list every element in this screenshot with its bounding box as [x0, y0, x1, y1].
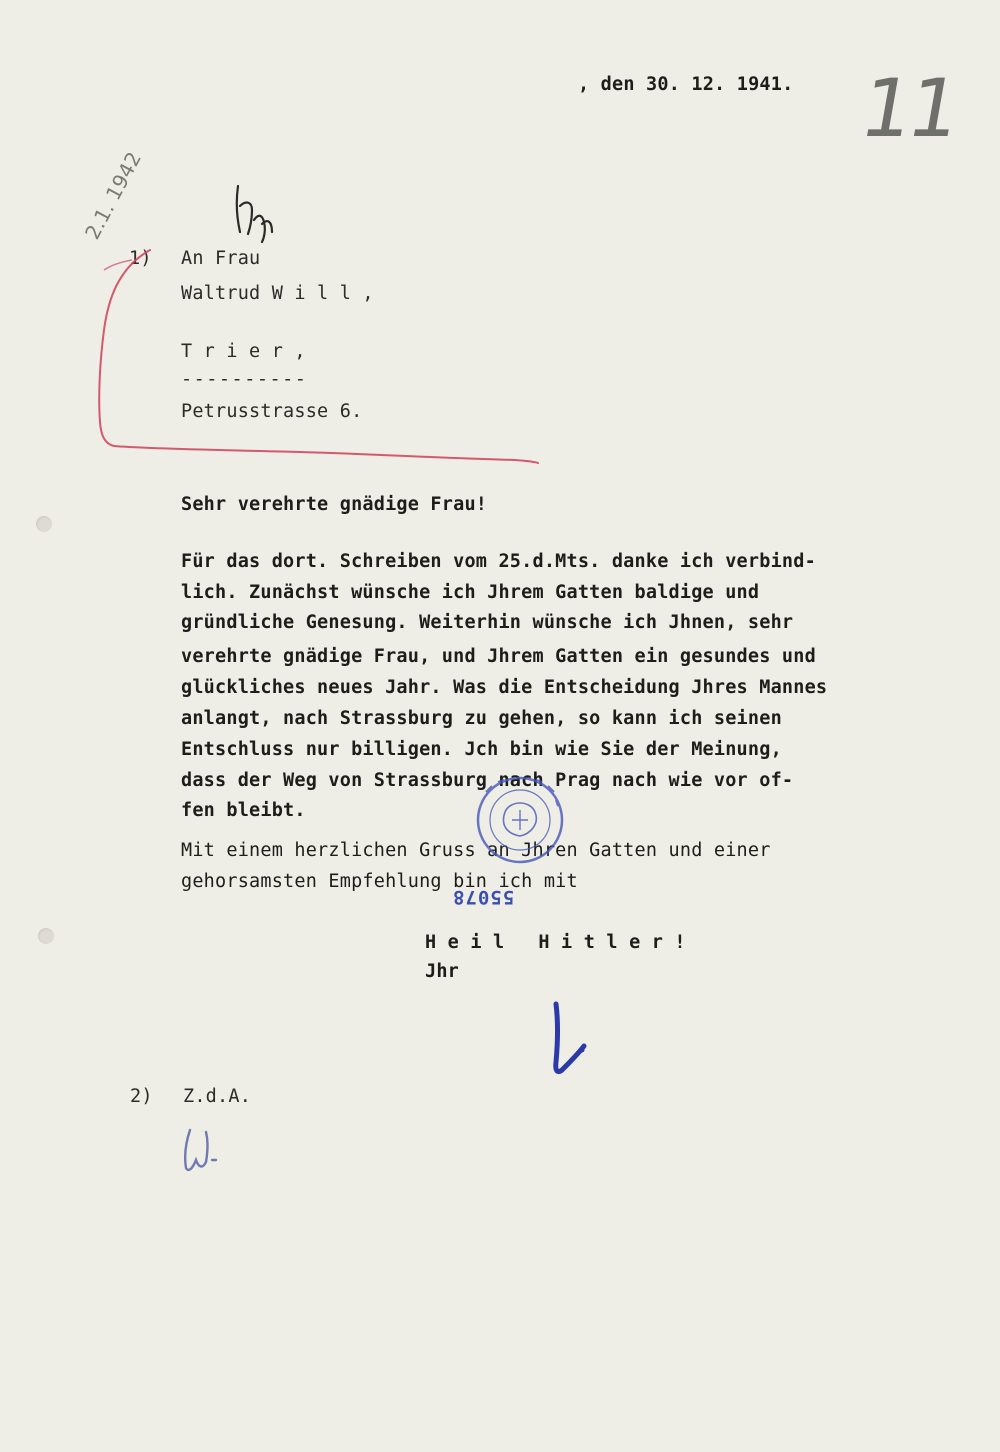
recipient-name: Waltrud W i l l , — [181, 283, 374, 304]
recipient-salutation: An Frau — [181, 248, 261, 269]
closing-line: gehorsamsten Empfehlung bin ich mit — [181, 871, 578, 892]
letter-greeting: Sehr verehrte gnädige Frau! — [181, 494, 488, 515]
recipient-item-number: 1) — [129, 248, 152, 269]
recipient-city-underline: ---------- — [181, 369, 308, 390]
red-pencil-bracket — [99, 250, 538, 463]
body-line: lich. Zunächst wünsche ich Jhrem Gatten baldige und — [181, 582, 760, 603]
body-line: fen bleibt. — [181, 800, 306, 821]
page-number: 11 — [853, 62, 964, 155]
initials-mark — [237, 186, 272, 242]
margin-note: 2.1. 1942 — [80, 147, 146, 244]
body-line: Für das dort. Schreiben vom 25.d.Mts. danke ich verbind- — [181, 551, 816, 572]
body-line: gründliche Genesung. Weiterhin wünsche ich Jhnen, sehr — [181, 612, 794, 633]
closing-line: Mit einem herzlichen Gruss an Jhren Gatten und einer — [181, 840, 771, 861]
date-line: , den 30. 12. 1941. — [578, 74, 794, 95]
sign-off: H e i l H i t l e r ! — [425, 932, 686, 953]
blue-ink-signature — [556, 1004, 584, 1072]
footer-instruction: Z.d.A. — [183, 1086, 252, 1107]
body-line: Entschluss nur billigen. Jch bin wie Sie der Meinung, — [181, 739, 782, 760]
recipient-city: T r i e r , — [181, 341, 306, 362]
footer-item-number: 2) — [130, 1086, 153, 1107]
body-line: verehrte gnädige Frau, und Jhrem Gatten ein gesundes und — [181, 646, 816, 667]
body-line: anlangt, nach Strassburg zu gehen, so kann ich seinen — [181, 708, 782, 729]
body-line: dass der Weg von Strassburg nach Prag nach wie vor of- — [181, 770, 794, 791]
body-line: glückliches neues Jahr. Was die Entscheidung Jhres Mannes — [181, 677, 828, 698]
footer-initials — [185, 1130, 216, 1170]
stamp-number: 55078 — [452, 886, 515, 908]
recipient-street: Petrusstrasse 6. — [181, 401, 363, 422]
sign-off-jhr: Jhr — [425, 961, 460, 982]
round-stamp — [478, 778, 562, 862]
